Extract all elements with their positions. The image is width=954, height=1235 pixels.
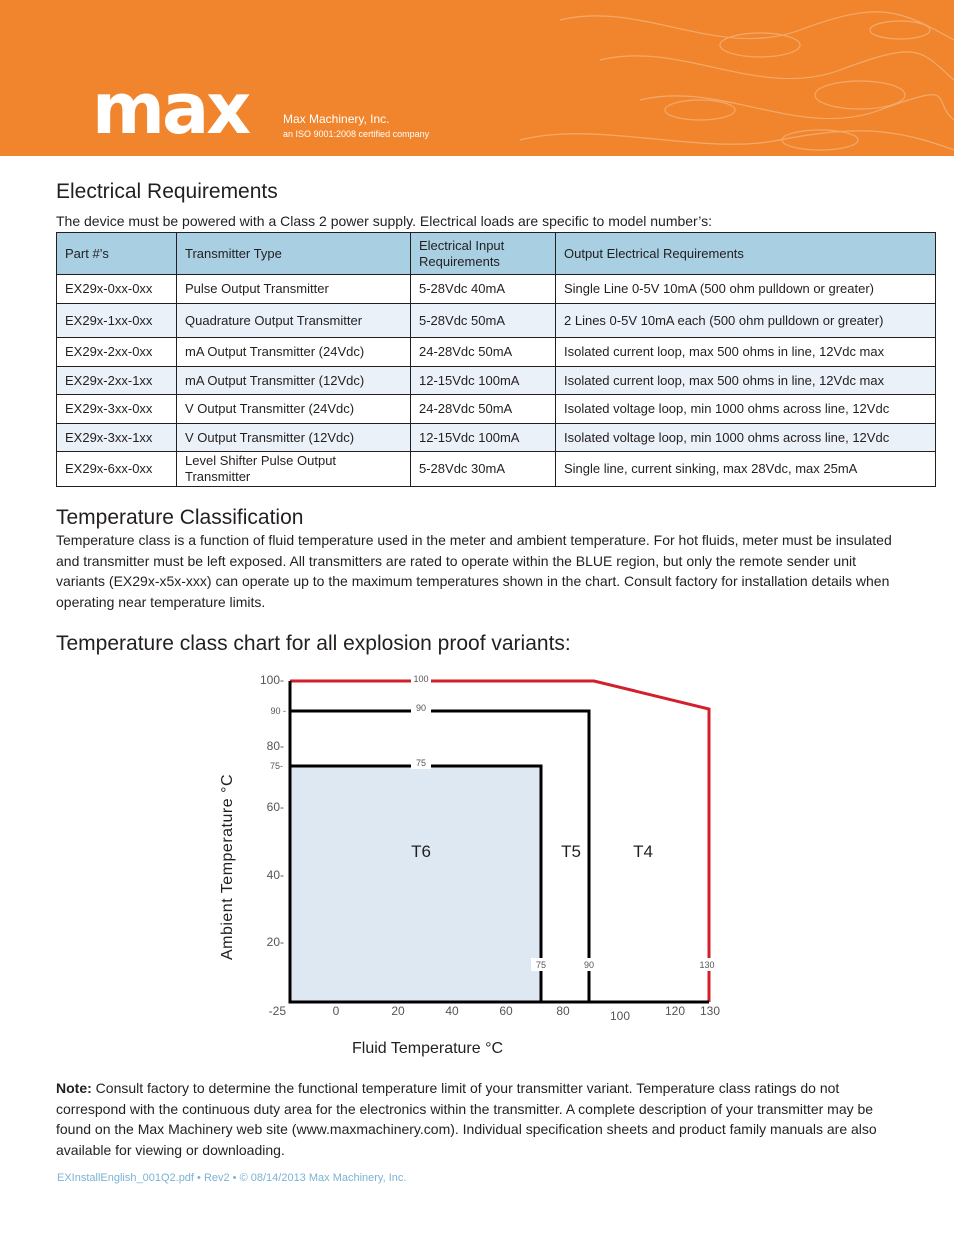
y-tick-label: 100-	[259, 673, 284, 687]
x-tick-label: 100	[609, 1009, 631, 1023]
max-logo: max	[92, 68, 249, 150]
temperature-class-chart	[200, 665, 740, 1035]
table-cell: mA Output Transmitter (12Vdc)	[177, 367, 411, 395]
table-row	[57, 452, 936, 487]
y-minor-tick-label: 90 -	[270, 706, 286, 716]
table-cell: EX29x-3xx-0xx	[57, 395, 177, 424]
table-row	[57, 304, 936, 338]
chart-heading: Temperature class chart for all explosion proof variants:	[56, 632, 571, 655]
x-axis-label: Fluid Temperature °C	[352, 1040, 504, 1057]
boundary-label: 90	[415, 703, 427, 713]
table-cell: 2 Lines 0-5V 10mA each (500 ohm pulldown or greater)	[556, 304, 936, 338]
table-cell: Pulse Output Transmitter	[177, 275, 411, 304]
y-tick-label: 40-	[266, 868, 284, 882]
table-row	[57, 424, 936, 452]
table-row	[57, 395, 936, 424]
x-tick-label: 80	[556, 1004, 570, 1018]
x-tick-label: 60	[499, 1004, 513, 1018]
table-cell: EX29x-0xx-0xx	[57, 275, 177, 304]
header-cell: Electrical Input Requirements	[411, 233, 556, 275]
table-cell: V Output Transmitter (12Vdc)	[177, 424, 411, 452]
table-cell: Isolated current loop, max 500 ohms in line, 12Vdc max	[556, 367, 936, 395]
table-row	[57, 367, 936, 395]
table-cell: Quadrature Output Transmitter	[177, 304, 411, 338]
boundary-label: 90	[583, 960, 595, 970]
y-tick-label: -25	[268, 1004, 286, 1018]
y-minor-tick-label: 75-	[269, 761, 283, 771]
region-label: T4	[633, 842, 653, 861]
x-tick-label: 40	[445, 1004, 459, 1018]
table-cell: 12-15Vdc 100mA	[411, 424, 556, 452]
table-cell: Single Line 0-5V 10mA (500 ohm pulldown or greater)	[556, 275, 936, 304]
x-tick-label: 20	[391, 1004, 405, 1018]
footer-text: EXInstallEnglish_001Q2.pdf • Rev2 • © 08/14/2013 Max Machinery, Inc.	[57, 1172, 407, 1184]
note-paragraph	[56, 1078, 886, 1160]
table-cell: mA Output Transmitter (24Vdc)	[177, 338, 411, 367]
company-tagline: an ISO 9001:2008 certified company	[283, 129, 430, 139]
table-cell: EX29x-3xx-1xx	[57, 424, 177, 452]
table-cell: Isolated voltage loop, min 1000 ohms across line, 12Vdc	[556, 395, 936, 424]
region-label: T6	[411, 842, 431, 861]
y-tick-label: 80-	[266, 739, 284, 753]
note-label: Note:	[56, 1080, 92, 1096]
boundary-label: 100	[413, 674, 429, 684]
electrical-title: Electrical Requirements	[56, 180, 278, 203]
header-cell: Output Electrical Requirements	[556, 233, 936, 275]
company-name: Max Machinery, Inc.	[283, 112, 390, 126]
boundary-label: 75	[535, 960, 547, 970]
table-cell: Level Shifter Pulse Output Transmitter	[177, 452, 411, 487]
table-row	[57, 338, 936, 367]
table-cell: 24-28Vdc 50mA	[411, 395, 556, 424]
table-cell: 12-15Vdc 100mA	[411, 367, 556, 395]
x-tick-label: 0	[332, 1004, 340, 1018]
table-cell: EX29x-6xx-0xx	[57, 452, 177, 487]
table-cell: 5-28Vdc 40mA	[411, 275, 556, 304]
y-axis-label: Ambient Temperature °C	[219, 773, 236, 961]
region-label: T5	[561, 842, 581, 861]
boundary-label: 130	[699, 960, 715, 970]
table-cell: 5-28Vdc 30mA	[411, 452, 556, 487]
table-row	[57, 275, 936, 304]
table-cell: EX29x-1xx-0xx	[57, 304, 177, 338]
electrical-intro: The device must be powered with a Class 2 power supply. Electrical loads are specific to model number’s:	[56, 213, 712, 229]
header-cell: Part #’s	[57, 233, 177, 275]
header-banner	[0, 0, 954, 156]
y-tick-label: 60-	[266, 800, 284, 814]
note-text: Consult factory to determine the functional temperature limit of your transmitter variant. Temperature class ratings do not correspond with the continuous duty area for the electronics within the transmitter. A complete description of your transmitter may be found on the Max Machinery web site (www.maxmachinery.com). Individual specification sheets and product family manuals are also available for viewing or downloading.	[56, 1080, 877, 1158]
y-tick-label: 20-	[266, 935, 284, 949]
table-cell: Isolated current loop, max 500 ohms in line, 12Vdc max	[556, 338, 936, 367]
boundary-label: 75	[415, 758, 427, 768]
x-tick-label: 120	[664, 1004, 686, 1018]
table-cell: 24-28Vdc 50mA	[411, 338, 556, 367]
region-t6	[290, 766, 541, 1002]
temperature-body: Temperature class is a function of fluid temperature used in the meter and ambient temperature. For hot fluids, meter must be insulated and transmitter must be left exposed. All transmitters are rated to operate within the BLUE region, but only the remote sender unit variants (EX29x-x5x-xxx) can operate up to the maximum temperatures shown in the chart. Consult factory for installation details when operating near temperature limits.	[56, 532, 892, 610]
x-tick-label: 130	[699, 1004, 721, 1018]
table-cell: V Output Transmitter (24Vdc)	[177, 395, 411, 424]
table-header-row	[57, 233, 936, 275]
header-cell: Transmitter Type	[177, 233, 411, 275]
temperature-title: Temperature Classification	[56, 506, 304, 529]
electrical-table	[56, 232, 936, 487]
table-cell: Isolated voltage loop, min 1000 ohms across line, 12Vdc	[556, 424, 936, 452]
table-cell: EX29x-2xx-0xx	[57, 338, 177, 367]
table-cell: EX29x-2xx-1xx	[57, 367, 177, 395]
table-cell: Single line, current sinking, max 28Vdc, max 25mA	[556, 452, 936, 487]
table-cell: 5-28Vdc 50mA	[411, 304, 556, 338]
